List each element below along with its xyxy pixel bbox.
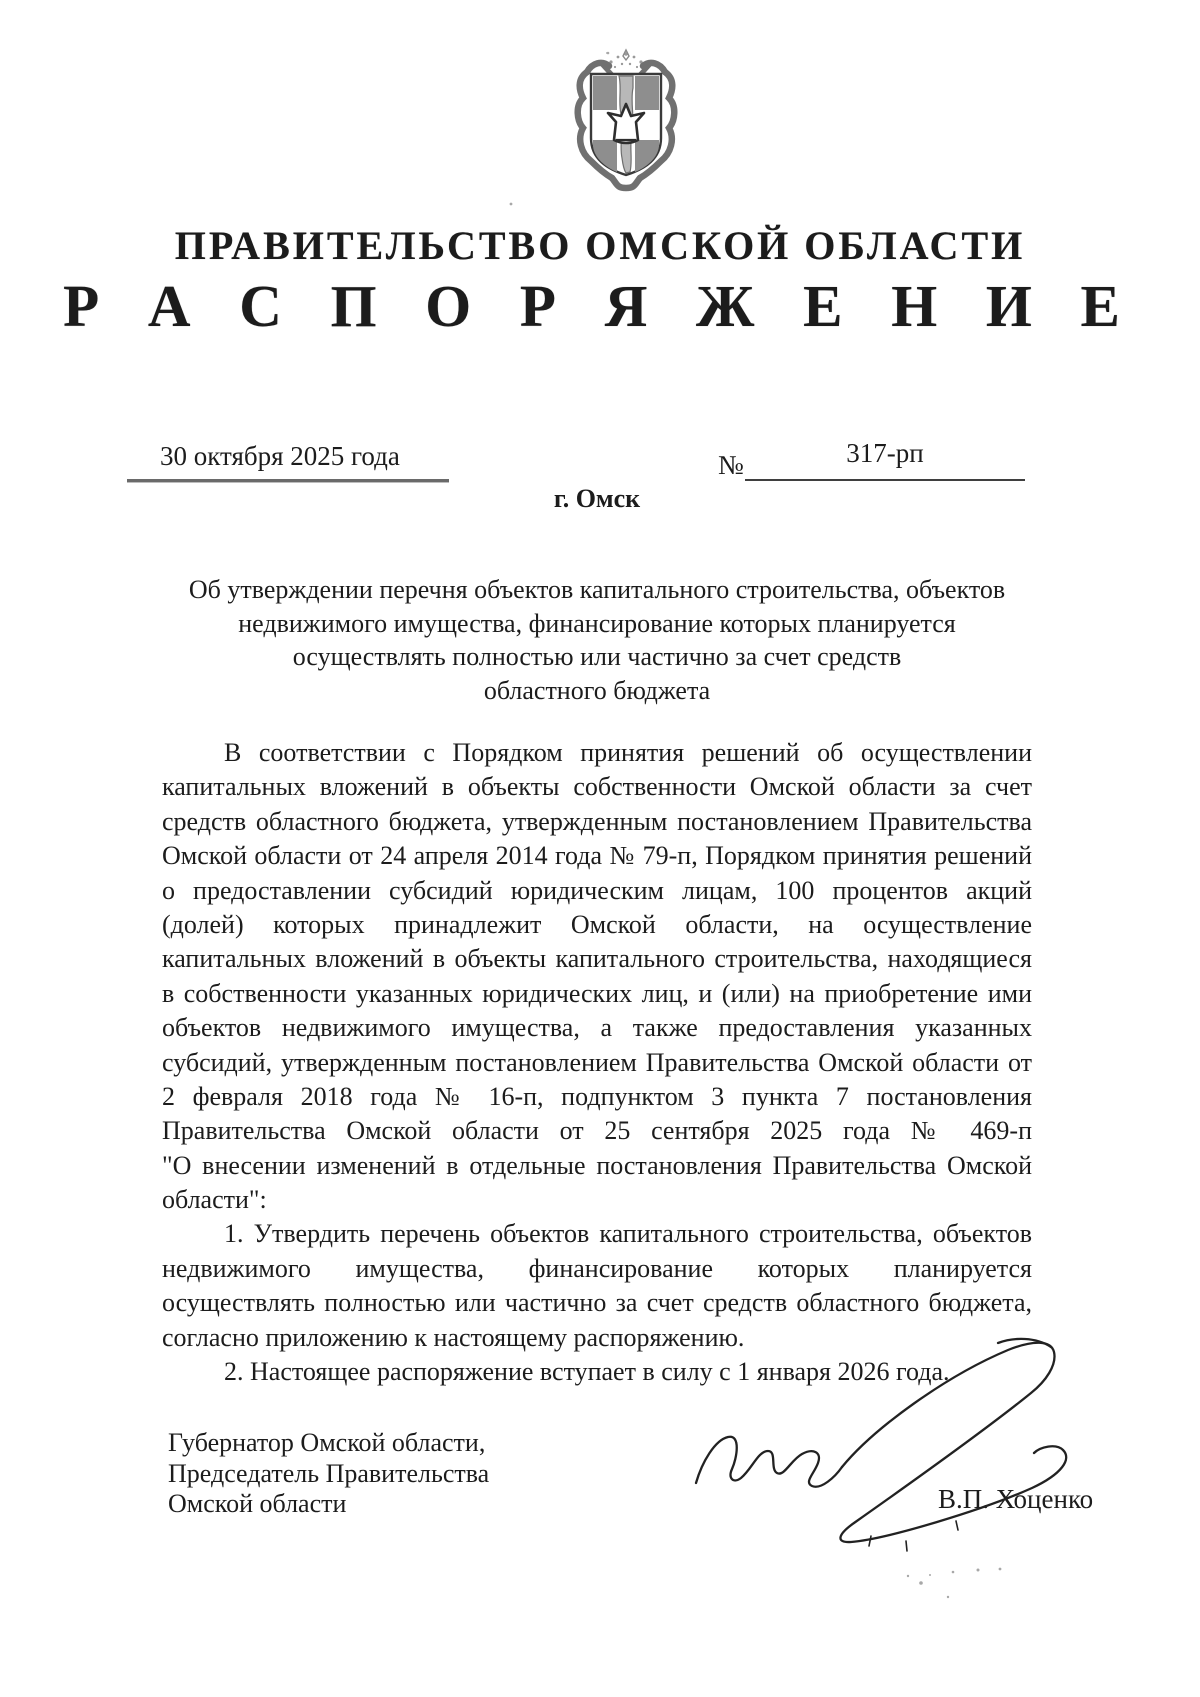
document-number: 317-рп — [846, 438, 924, 468]
signatory-position-line: Омской области — [168, 1489, 347, 1518]
title-line: осуществлять полностью или частично за счет средств — [292, 642, 902, 671]
body-line: капитальных вложений в объекты собственности Омской области за счет — [162, 772, 1032, 802]
body-line: 1. Утвердить перечень объектов капитального строительства, объектов — [224, 1219, 1032, 1249]
body-line: "О внесении изменений в отдельные постановления Правительства Омской — [162, 1150, 1032, 1180]
document-type-title: Р А С П О Р Я Ж Е Н И Е — [63, 273, 1137, 339]
signatory-position-line: Председатель Правительства — [168, 1458, 490, 1488]
body-line: (долей) которых принадлежит Омской области, на осуществление — [162, 909, 1032, 939]
body-line: субсидий, утвержденным постановлением Правительства Омской области от — [162, 1047, 1032, 1077]
body-line: согласно приложению к настоящему распоряжению. — [162, 1322, 745, 1352]
number-underline — [745, 479, 1025, 481]
body-line: Омской области от 24 апреля 2014 года № 79-п, Порядком принятия решений — [162, 841, 1032, 871]
signatory-position-line: Губернатор Омской области, — [168, 1428, 486, 1457]
body-line: В соответствии с Порядком принятия решений об осуществлении — [224, 738, 1032, 767]
body-line: 2 февраля 2018 года № 16-п, подпунктом 3 пункта 7 постановления — [162, 1081, 1032, 1111]
body-line: средств областного бюджета, утвержденным постановлением Правительства — [162, 806, 1032, 836]
emblem-shield — [591, 74, 661, 175]
body-line: недвижимого имущества, финансирование которых планируется — [162, 1253, 1032, 1283]
document-date: 30 октября 2025 года — [160, 441, 400, 471]
body-line: в собственности указанных юридических лиц, и (или) на приобретение ими — [162, 978, 1032, 1008]
signatory-name: В.П. Хоценко — [938, 1484, 1094, 1514]
title-line: недвижимого имущества, финансирование которых планируется — [238, 608, 956, 638]
body-line: о предоставлении субсидий юридическим лицам, 100 процентов акций — [162, 875, 1032, 905]
body-line: осуществлять полностью или частично за счет средств областного бюджета, — [162, 1288, 1032, 1318]
title-line: Об утверждении перечня объектов капитального строительства, объектов — [188, 575, 1006, 604]
body-line: капитальных вложений в объекты капитального строительства, находящиеся — [162, 944, 1032, 974]
document-title — [162, 573, 1032, 707]
date-underline — [127, 479, 449, 483]
title-line: областного бюджета — [483, 675, 711, 705]
body-line: области": — [162, 1185, 267, 1215]
document-body — [162, 736, 1032, 1389]
document-number-label: № — [718, 450, 744, 480]
omsk-oblast-coat-of-arms-icon — [566, 48, 686, 196]
emblem-sparkles — [609, 50, 642, 68]
issuing-authority-title: ПРАВИТЕЛЬСТВО ОМСКОЙ ОБЛАСТИ — [174, 223, 1026, 268]
body-line: объектов недвижимого имущества, а также предоставления указанных — [162, 1013, 1032, 1043]
body-line: Правительства Омской области от 25 сентября 2025 года № 469-п — [162, 1116, 1032, 1146]
body-line: 2. Настоящее распоряжение вступает в силу с 1 января 2026 года. — [224, 1357, 950, 1387]
issuing-city: г. Омск — [553, 484, 641, 513]
signatory-position — [168, 1428, 489, 1520]
